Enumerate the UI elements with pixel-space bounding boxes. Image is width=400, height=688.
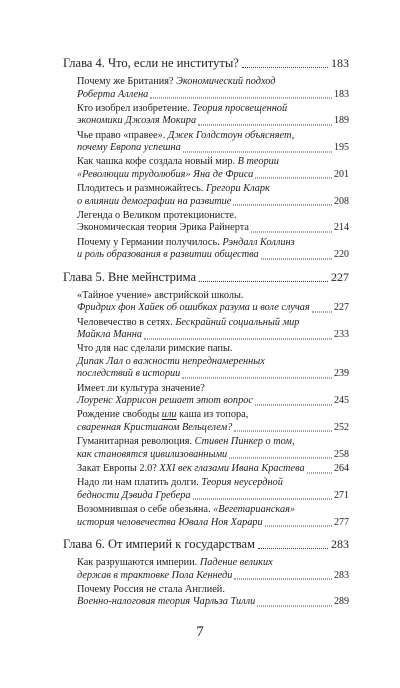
title-text: Плодитесь и размножайтесь. xyxy=(77,183,206,195)
toc-entry-line xyxy=(77,596,349,609)
title-text: Рождение свободы xyxy=(77,409,162,421)
toc-entry-text xyxy=(77,383,205,396)
entry-page-number: 277 xyxy=(334,516,349,528)
title-text: Как разрушаются империи. xyxy=(77,557,200,569)
toc-entry-text xyxy=(77,490,191,503)
entry-page-number: 245 xyxy=(334,395,349,407)
chapter-title: Глава 5. Вне мейнстрима xyxy=(63,269,196,284)
author-text: последствий в истории xyxy=(77,368,181,380)
toc-entry-text xyxy=(77,302,310,315)
toc-entry-line xyxy=(77,329,349,342)
toc-entry[interactable] xyxy=(77,343,349,381)
entry-page-number: 214 xyxy=(334,222,349,234)
author-text: о влиянии демографии на развитие xyxy=(77,195,232,207)
entry-page-number: 220 xyxy=(334,249,349,261)
author-text: Майкла Манна xyxy=(77,329,143,341)
toc-entry-line xyxy=(77,115,349,128)
author-text: Стивен Пинкер о том, xyxy=(194,436,295,448)
entry-page-number: 252 xyxy=(334,421,349,433)
author-text: Падение великих xyxy=(199,557,273,569)
toc-entry[interactable] xyxy=(77,103,349,128)
title-text: Экономическая теория Эрика Райнерта xyxy=(77,222,249,234)
author-text: как становятся цивилизованными xyxy=(77,448,228,460)
title-text: «Тайное учение» австрийской школы. xyxy=(77,289,244,301)
title-text: Кто изобрел изобретение. xyxy=(77,102,193,114)
chapter-heading[interactable] xyxy=(63,56,349,71)
section-list xyxy=(63,557,349,609)
toc-entry-text xyxy=(77,156,279,169)
title-text: Почему же Британия? xyxy=(77,76,177,87)
toc-entry[interactable] xyxy=(77,317,349,342)
page-number: 7 xyxy=(196,624,204,640)
author-text: В теории xyxy=(237,156,279,168)
toc-entry-line xyxy=(77,422,349,435)
author-text: Фридрих фон Хайек об ошибках разума и воле случая xyxy=(77,302,310,314)
title-text: Гуманитарная революция. xyxy=(77,436,195,448)
toc-entry-text xyxy=(77,89,148,102)
author-text: Роберта Аллена xyxy=(77,88,149,100)
author-text: Экономический подход xyxy=(176,76,276,87)
author-text: Джек Голдстоун объясняет, xyxy=(167,129,295,141)
toc-entry-text xyxy=(77,290,243,303)
dot-leader xyxy=(257,595,332,606)
dot-leader xyxy=(242,53,328,68)
author-text: Военно-налоговая теория Чарльза Тилли xyxy=(77,596,256,608)
toc-entry-line xyxy=(77,490,349,503)
toc-entry[interactable] xyxy=(77,237,349,262)
toc-entry-text xyxy=(77,210,237,223)
toc-entry-text xyxy=(77,343,232,356)
author-text: сваренная Кристианом Вельцелем? xyxy=(77,421,233,433)
author-text: Лоуренс Харрисон решает этот вопрос xyxy=(77,395,253,407)
toc-entry[interactable] xyxy=(77,130,349,155)
title-text: Чье право «правее». xyxy=(77,129,168,141)
entry-page-number: 227 xyxy=(334,302,349,314)
toc-entry-line xyxy=(77,463,349,476)
dot-leader xyxy=(150,88,332,99)
author-text: почему Европа успешна xyxy=(77,142,181,154)
toc-entry-line xyxy=(77,169,349,182)
chapter-heading[interactable] xyxy=(63,270,349,285)
dot-leader xyxy=(229,448,332,459)
dot-leader xyxy=(233,195,332,206)
toc-entry-text xyxy=(77,409,248,422)
entry-page-number: 239 xyxy=(334,368,349,380)
chapter-heading[interactable] xyxy=(63,537,349,552)
dot-leader xyxy=(144,328,332,339)
title-text: Надо ли нам платить долги. xyxy=(77,477,202,489)
title-text: Почему Россия не стала Англией. xyxy=(77,583,225,595)
toc-entry-line xyxy=(77,343,349,356)
chapter-page-number: 227 xyxy=(331,269,349,284)
entry-page-number: 195 xyxy=(334,142,349,154)
author-text: экономики Джоэля Мокира xyxy=(77,115,197,127)
toc-entry-line xyxy=(77,196,349,209)
toc-entry[interactable] xyxy=(77,156,349,181)
title-text: Возомнившая о себе обезьяна. xyxy=(77,504,214,516)
toc-entry-line xyxy=(77,222,349,235)
toc-entry-text xyxy=(77,517,263,530)
toc-entry-text xyxy=(77,395,253,408)
toc-entry[interactable] xyxy=(77,504,349,529)
author-text: XXI век глазами Ивана Крастева xyxy=(159,463,305,475)
toc-entry-text xyxy=(77,422,232,435)
entry-page-number: 283 xyxy=(334,569,349,581)
entry-page-number: 183 xyxy=(334,88,349,100)
title-text: Человечество в сетях. xyxy=(77,316,176,328)
toc-entry-text xyxy=(77,222,249,235)
toc-entry-line xyxy=(77,142,349,155)
toc-entry-text xyxy=(77,368,180,381)
chapter-page-number: 183 xyxy=(331,56,349,70)
dot-leader xyxy=(234,421,332,432)
toc-entry-line xyxy=(77,517,349,530)
toc-entry[interactable] xyxy=(77,409,349,434)
toc-entry[interactable] xyxy=(77,584,349,609)
chapter-title: Глава 4. Что, если не институты? xyxy=(63,56,239,70)
entry-page-number: 271 xyxy=(334,489,349,501)
title-text: Имеет ли культура значение? xyxy=(77,382,205,394)
section-list xyxy=(63,76,349,262)
author-text: и роль образования в развитии общества xyxy=(77,249,259,261)
toc-entry-text xyxy=(77,115,196,128)
entry-page-number: 208 xyxy=(334,195,349,207)
toc-entry-text xyxy=(77,449,227,462)
toc-entry-line xyxy=(77,395,349,408)
toc-entry[interactable] xyxy=(77,477,349,502)
title-text: Почему у Германии получилось. xyxy=(77,236,223,248)
title-text: Закат Европы 2.0? xyxy=(77,463,160,475)
toc-entry[interactable] xyxy=(77,210,349,235)
author-text: Теория просвещенной xyxy=(192,102,288,114)
title-text: Что для нас сделали римские папы. xyxy=(77,343,233,355)
toc-entry-text xyxy=(77,142,181,155)
toc-entry[interactable] xyxy=(77,557,349,582)
section-list xyxy=(63,290,349,529)
toc-entry-text xyxy=(77,196,231,209)
toc-entry[interactable] xyxy=(77,383,349,408)
dot-leader xyxy=(307,462,332,473)
dot-leader xyxy=(261,248,332,259)
author-text: бедности Дэвида Гребера xyxy=(77,489,191,501)
author-text: «Вегетарианская» xyxy=(213,504,296,516)
chapter-page-number: 283 xyxy=(331,537,349,552)
author-text: Грегори Кларк xyxy=(205,183,270,195)
toc-entry-text xyxy=(77,584,225,597)
author-text: «Революции трудолюбия» Яна де Фриса xyxy=(77,168,254,180)
toc-entry-line xyxy=(77,249,349,262)
dot-leader xyxy=(198,114,332,125)
author-text: история человечества Ювала Ноя Харари xyxy=(77,516,263,528)
toc-entry[interactable] xyxy=(77,290,349,315)
title-text: каша из топора, xyxy=(176,409,249,421)
dot-leader xyxy=(199,267,328,282)
dot-leader xyxy=(255,394,332,405)
toc-entry-line xyxy=(77,290,349,303)
dot-leader xyxy=(182,367,332,378)
dot-leader xyxy=(234,569,332,580)
toc-entry-text xyxy=(77,169,253,182)
toc-entry-text xyxy=(77,596,255,609)
dot-leader xyxy=(265,516,332,527)
toc-entry-line xyxy=(77,302,349,315)
entry-page-number: 289 xyxy=(334,596,349,608)
toc-entry-line xyxy=(77,368,349,381)
author-text: держав в трактовке Пола Кеннеди xyxy=(77,569,233,581)
author-text: или xyxy=(161,409,177,421)
toc-entry[interactable] xyxy=(77,183,349,208)
toc-entry-text xyxy=(77,504,295,517)
entry-page-number: 233 xyxy=(334,329,349,341)
author-text: Бескрайний социальный мир xyxy=(175,316,300,328)
dot-leader xyxy=(312,301,332,312)
entry-page-number: 258 xyxy=(334,448,349,460)
author-text: Рэндалл Коллинз xyxy=(222,236,295,248)
title-text: Легенда о Великом протекционисте. xyxy=(77,209,237,221)
entry-page-number: 189 xyxy=(334,115,349,127)
toc-entry-text xyxy=(77,329,142,342)
toc-entry-text xyxy=(77,463,305,476)
toc-entry[interactable] xyxy=(77,463,349,476)
author-text: Теория неусердной xyxy=(201,477,283,489)
toc-entry-text xyxy=(77,249,259,262)
dot-leader xyxy=(251,221,332,232)
entry-page-number: 201 xyxy=(334,168,349,180)
toc-entry-line xyxy=(77,89,349,102)
toc-entry-text xyxy=(77,570,232,583)
entry-page-number: 264 xyxy=(334,463,349,475)
dot-leader xyxy=(255,168,332,179)
author-text: Дипак Лал о важности непреднамеренных xyxy=(77,355,265,367)
toc-entry[interactable] xyxy=(77,436,349,461)
chapter-title: Глава 6. От империй к государствам xyxy=(63,537,255,552)
dot-leader xyxy=(258,534,328,549)
toc-entry[interactable] xyxy=(77,76,349,101)
toc-entry-line xyxy=(77,449,349,462)
title-text: Как чашка кофе создала новый мир. xyxy=(77,156,238,168)
dot-leader xyxy=(193,489,332,500)
dot-leader xyxy=(183,141,332,152)
table-of-contents xyxy=(63,56,349,609)
toc-entry-line xyxy=(77,570,349,583)
